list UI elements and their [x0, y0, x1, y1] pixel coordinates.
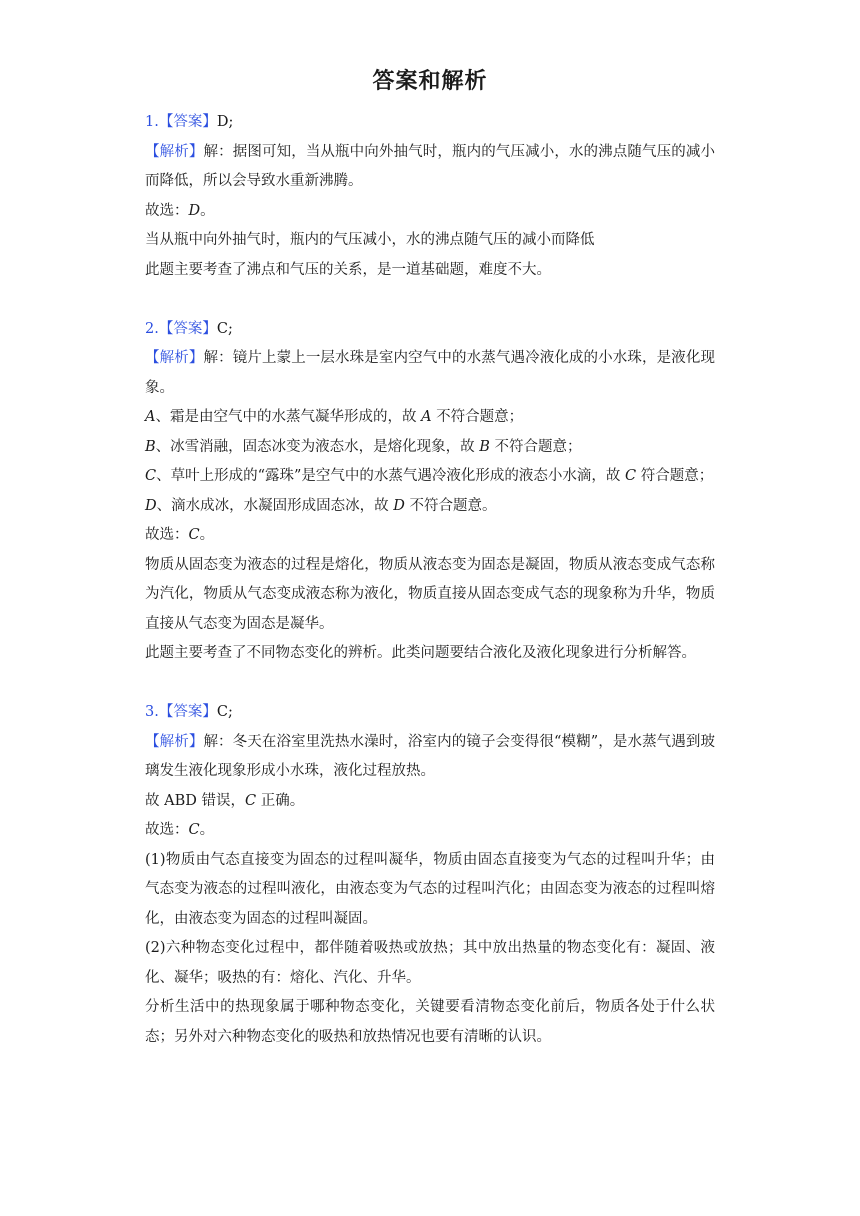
q2-option-c [145, 462, 715, 492]
q1-answer-line [145, 108, 715, 138]
q3-analysis-tag: 【解析】 [145, 733, 204, 750]
page-title: 答案和解析 [372, 68, 488, 94]
q2-option-d-verdict: 不符合题意。 [404, 497, 497, 514]
q2-analysis [145, 344, 715, 403]
q2-choice-letter: C [188, 527, 200, 543]
q1-answer: D; [216, 114, 234, 130]
q1-answer-tag: 【答案】 [158, 114, 217, 130]
q2-answer-tag: 【答案】 [158, 320, 217, 337]
q1-choice-suffix: 。 [200, 202, 215, 219]
question-gap [145, 285, 715, 315]
q3-analysis-text: 解：冬天在浴室里洗热水澡时，浴室内的镜子会变得很“模糊”，是水蒸气遇到玻璃发生液化现象形成小水珠，液化过程放热。 [145, 733, 716, 779]
q2-analysis-text: 解：镜片上蒙上一层水珠是室内空气中的水蒸气遇冷液化成的小水珠，是液化现象。 [145, 350, 716, 396]
question-gap [145, 669, 715, 699]
q2-option-d-letter-ref: D [393, 497, 405, 514]
q3-answer-line [145, 698, 715, 728]
q3-analysis [145, 728, 715, 787]
q2-option-d [145, 492, 715, 522]
q2-option-c-letter-ref: C [625, 468, 637, 484]
q3-wrong-letter: C [244, 792, 257, 809]
q2-option-d-text: 、滴水成冰，水凝固形成固态冰，故 [156, 497, 394, 514]
q2-option-b-verdict: 不符合题意； [489, 438, 582, 455]
q2-option-d-letter: D [145, 497, 157, 514]
q2-option-b-letter: B [145, 438, 156, 455]
q3-answer: C; [216, 704, 233, 720]
q2-option-a-verdict: 不符合题意； [431, 409, 524, 425]
answer-content [145, 108, 715, 1052]
q3-choice [145, 816, 715, 846]
q3-note-3: 分析生活中的热现象属于哪种物态变化，关键要看清物态变化前后，物质各处于什么状态；另外对六种物态变化的吸热和放热情况也要有清晰的认识。 [145, 999, 715, 1045]
q2-choice [145, 521, 715, 551]
q2-answer: C; [216, 320, 233, 337]
q2-choice-suffix: 。 [199, 527, 215, 543]
q2-option-a-letter: A [145, 409, 156, 425]
q2-option-c-text: 、草叶上形成的“露珠”是空气中的水蒸气遇冷液化形成的液态小水滴，故 [156, 468, 626, 484]
question-2-block [145, 315, 715, 669]
q1-analysis-text: 解：据图可知，当从瓶中向外抽气时，瓶内的气压减小，水的沸点随气压的减小而降低，所以会导致水重新沸腾。 [145, 143, 716, 189]
q1-analysis-tag: 【解析】 [145, 143, 204, 160]
q2-number: 2. [145, 320, 159, 337]
q1-choice [145, 197, 715, 227]
q2-note-1: 物质从固态变为液态的过程是熔化，物质从液态变为固态是凝固，物质从液态变成气态称为汽化，物质从气态变成液态称为液化，物质直接从固态变成气态的现象称为升华，物质直接从气态变为固态是凝华。 [145, 556, 715, 632]
q2-answer-line [145, 315, 715, 345]
q1-note-2: 此题主要考查了沸点和气压的关系，是一道基础题，难度不大。 [145, 261, 551, 278]
q3-wrong-suffix: 正确。 [256, 792, 305, 809]
q1-number: 1. [145, 114, 159, 130]
q3-answer-tag: 【答案】 [158, 704, 217, 720]
q2-option-a [145, 403, 715, 433]
q3-wrong-prefix: 故 ABD 错误， [145, 792, 245, 809]
q2-analysis-tag: 【解析】 [145, 350, 204, 366]
q2-note-2: 此题主要考查了不同物态变化的辨析。此类问题要结合液化及液化现象进行分析解答。 [145, 645, 696, 661]
q2-choice-prefix: 故选： [145, 527, 189, 543]
q3-choice-letter: C [188, 822, 200, 838]
q2-option-b [145, 433, 715, 463]
q2-option-c-verdict: 符合题意； [636, 468, 714, 484]
q3-choice-suffix: 。 [199, 822, 215, 838]
question-3-block [145, 698, 715, 1052]
q1-note-1: 当从瓶中向外抽气时，瓶内的气压减小，水的沸点随气压的减小而降低 [145, 232, 595, 248]
q2-option-a-text: 、霜是由空气中的水蒸气凝华形成的，故 [155, 409, 422, 425]
q3-number: 3. [145, 704, 159, 720]
q2-option-c-letter: C [145, 468, 157, 484]
q3-wrong-line [145, 787, 715, 817]
q3-note-1: (1)物质由气态直接变为固态的过程叫凝华，物质由固态直接变为气态的过程叫升华；由气态变为液态的过程叫液化，由液态变为气态的过程叫汽化；由固态变为液态的过程叫熔化，由液态变为固态的过程叫凝固。 [145, 851, 715, 927]
q1-choice-letter: D [188, 202, 201, 219]
q2-option-b-text: 、冰雪消融，固态冰变为液态水，是熔化现象，故 [155, 438, 480, 455]
q2-option-b-letter-ref: B [479, 438, 490, 455]
q1-choice-prefix: 故选： [145, 202, 189, 219]
q2-option-a-letter-ref: A [421, 409, 432, 425]
q1-analysis [145, 138, 715, 197]
q3-choice-prefix: 故选： [145, 822, 189, 838]
question-1-block [145, 108, 715, 285]
q3-note-2: (2)六种物态变化过程中，都伴随着吸热或放热；其中放出热量的物态变化有：凝固、液化、凝华；吸热的有：熔化、汽化、升华。 [145, 940, 715, 986]
